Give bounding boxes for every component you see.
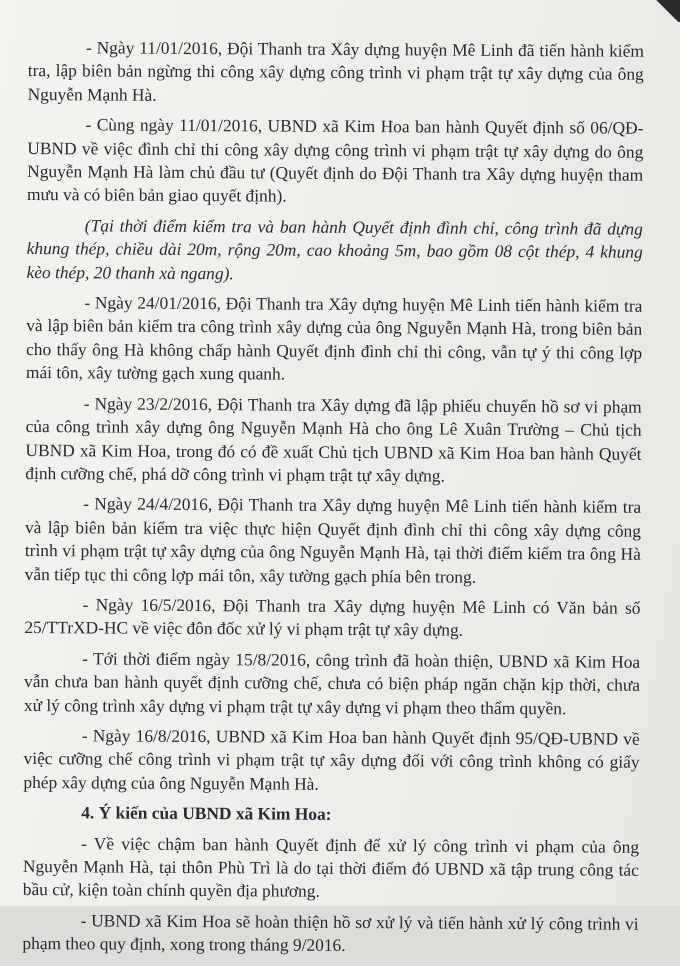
paragraph: - Ngày 24/01/2016, Đội Thanh tra Xây dựng huyện Mê Linh tiến hành kiểm tra và lập biên bản kiểm tra công trình xây dựng của ông Nguyễn Mạnh Hà, trong biên bản cho thấy ông Hà không chấp hành Quyết định đình chỉ thi công, vẫn tự ý thi công lợp mái tôn, xây tường gạch xung quanh. bbox=[25, 292, 643, 384]
paragraph: - Về việc chậm ban hành Quyết định để xử lý công trình vi phạm của ông Nguyễn Mạnh Hà, tại thôn Phù Trì là do tại thời điểm đó UBND xã tập trung công tác bầu cử, kiện toàn chính quyền địa phương. bbox=[22, 832, 640, 902]
section-heading: 4. Ý kiến của UBND xã Kim Hoa: bbox=[81, 802, 332, 825]
paragraph: - Ngày 23/2/2016, Đội Thanh tra Xây dựng đã lập phiếu chuyển hồ sơ vi phạm của công trình xây dựng ông Nguyễn Mạnh Hà cho ông Lê Xuân Trường – Chủ tịch UBND xã Kim Hoa, trong đó có đề xuất Chủ tịch UBND xã Kim Hoa ban hành Quyết định cưỡng chế, phá dỡ công trình vi phạm trật tự xây dựng. bbox=[25, 393, 642, 486]
page-corner-shadow bbox=[654, 0, 680, 22]
italic-note-paragraph: (Tại thời điểm kiểm tra và ban hành Quyết định đình chỉ, công trình đã dựng khung thép, chiều dài 20m, rộng 20m, cao khoảng 5m, bao gồm 08 cột thép, 4 khung kèo thép, 20 thanh xà ngang). bbox=[26, 215, 643, 283]
paragraph: - Ngày 11/01/2016, Đội Thanh tra Xây dựng huyện Mê Linh đã tiến hành kiểm tra, lập biên bản ngừng thi công xây dựng công trình vi phạm trật tự xây dựng của ông Nguyễn Mạnh Hà. bbox=[27, 37, 644, 105]
paragraph: - Cùng ngày 11/01/2016, UBND xã Kim Hoa ban hành Quyết định số 06/QĐ-UBND về việc đình chỉ thi công xây dựng công trình vi phạm trật tự xây dựng do ông Nguyễn Mạnh Hà làm chủ đầu tư (Quyết định do Đội Thanh tra Xây dựng huyện tham mưu và có biên bản giao quyết định). bbox=[26, 114, 644, 207]
paragraph: - UBND xã Kim Hoa sẽ hoàn thiện hồ sơ xử lý và tiến hành xử lý công trình vi phạm theo quy định, xong trong tháng 9/2016. bbox=[22, 910, 639, 956]
document-body bbox=[22, 36, 644, 966]
paragraph: - Ngày 16/8/2016, UBND xã Kim Hoa ban hành Quyết định 95/QĐ-UBND về việc cưỡng chế công trình vi phạm trật tự xây dựng đối với công trình không có giấy phép xây dựng của ông Nguyễn Mạnh Hà. bbox=[23, 725, 640, 794]
paragraph: - Ngày 16/5/2016, Đội Thanh tra Xây dựng huyện Mê Linh có Văn bản số 25/TTrXD-HC về việc đôn đốc xử lý vi phạm trật tự xây dựng. bbox=[24, 594, 641, 641]
paragraph: - Tới thời điểm ngày 15/8/2016, công trình đã hoàn thiện, UBND xã Kim Hoa vẫn chưa ban hành quyết định cưỡng chế, chưa có biện pháp ngăn chặn kịp thời, chưa xử lý công trình xây dựng vi phạm trật tự xây dựng vi phạm theo thẩm quyền. bbox=[23, 648, 641, 718]
paragraph: - Ngày 24/4/2016, Đội Thanh tra Xây dựng huyện Mê Linh tiến hành kiểm tra và lập biên bản kiểm tra việc thực hiện Quyết định đình chỉ thi công xây dựng công trình vi phạm trật tự xây dựng của ông Nguyễn Mạnh Hà, tại thời điểm kiểm tra ông Hà vẫn tiếp tục thi công lợp mái tôn, xây tường gạch phía bên trong. bbox=[24, 493, 642, 587]
